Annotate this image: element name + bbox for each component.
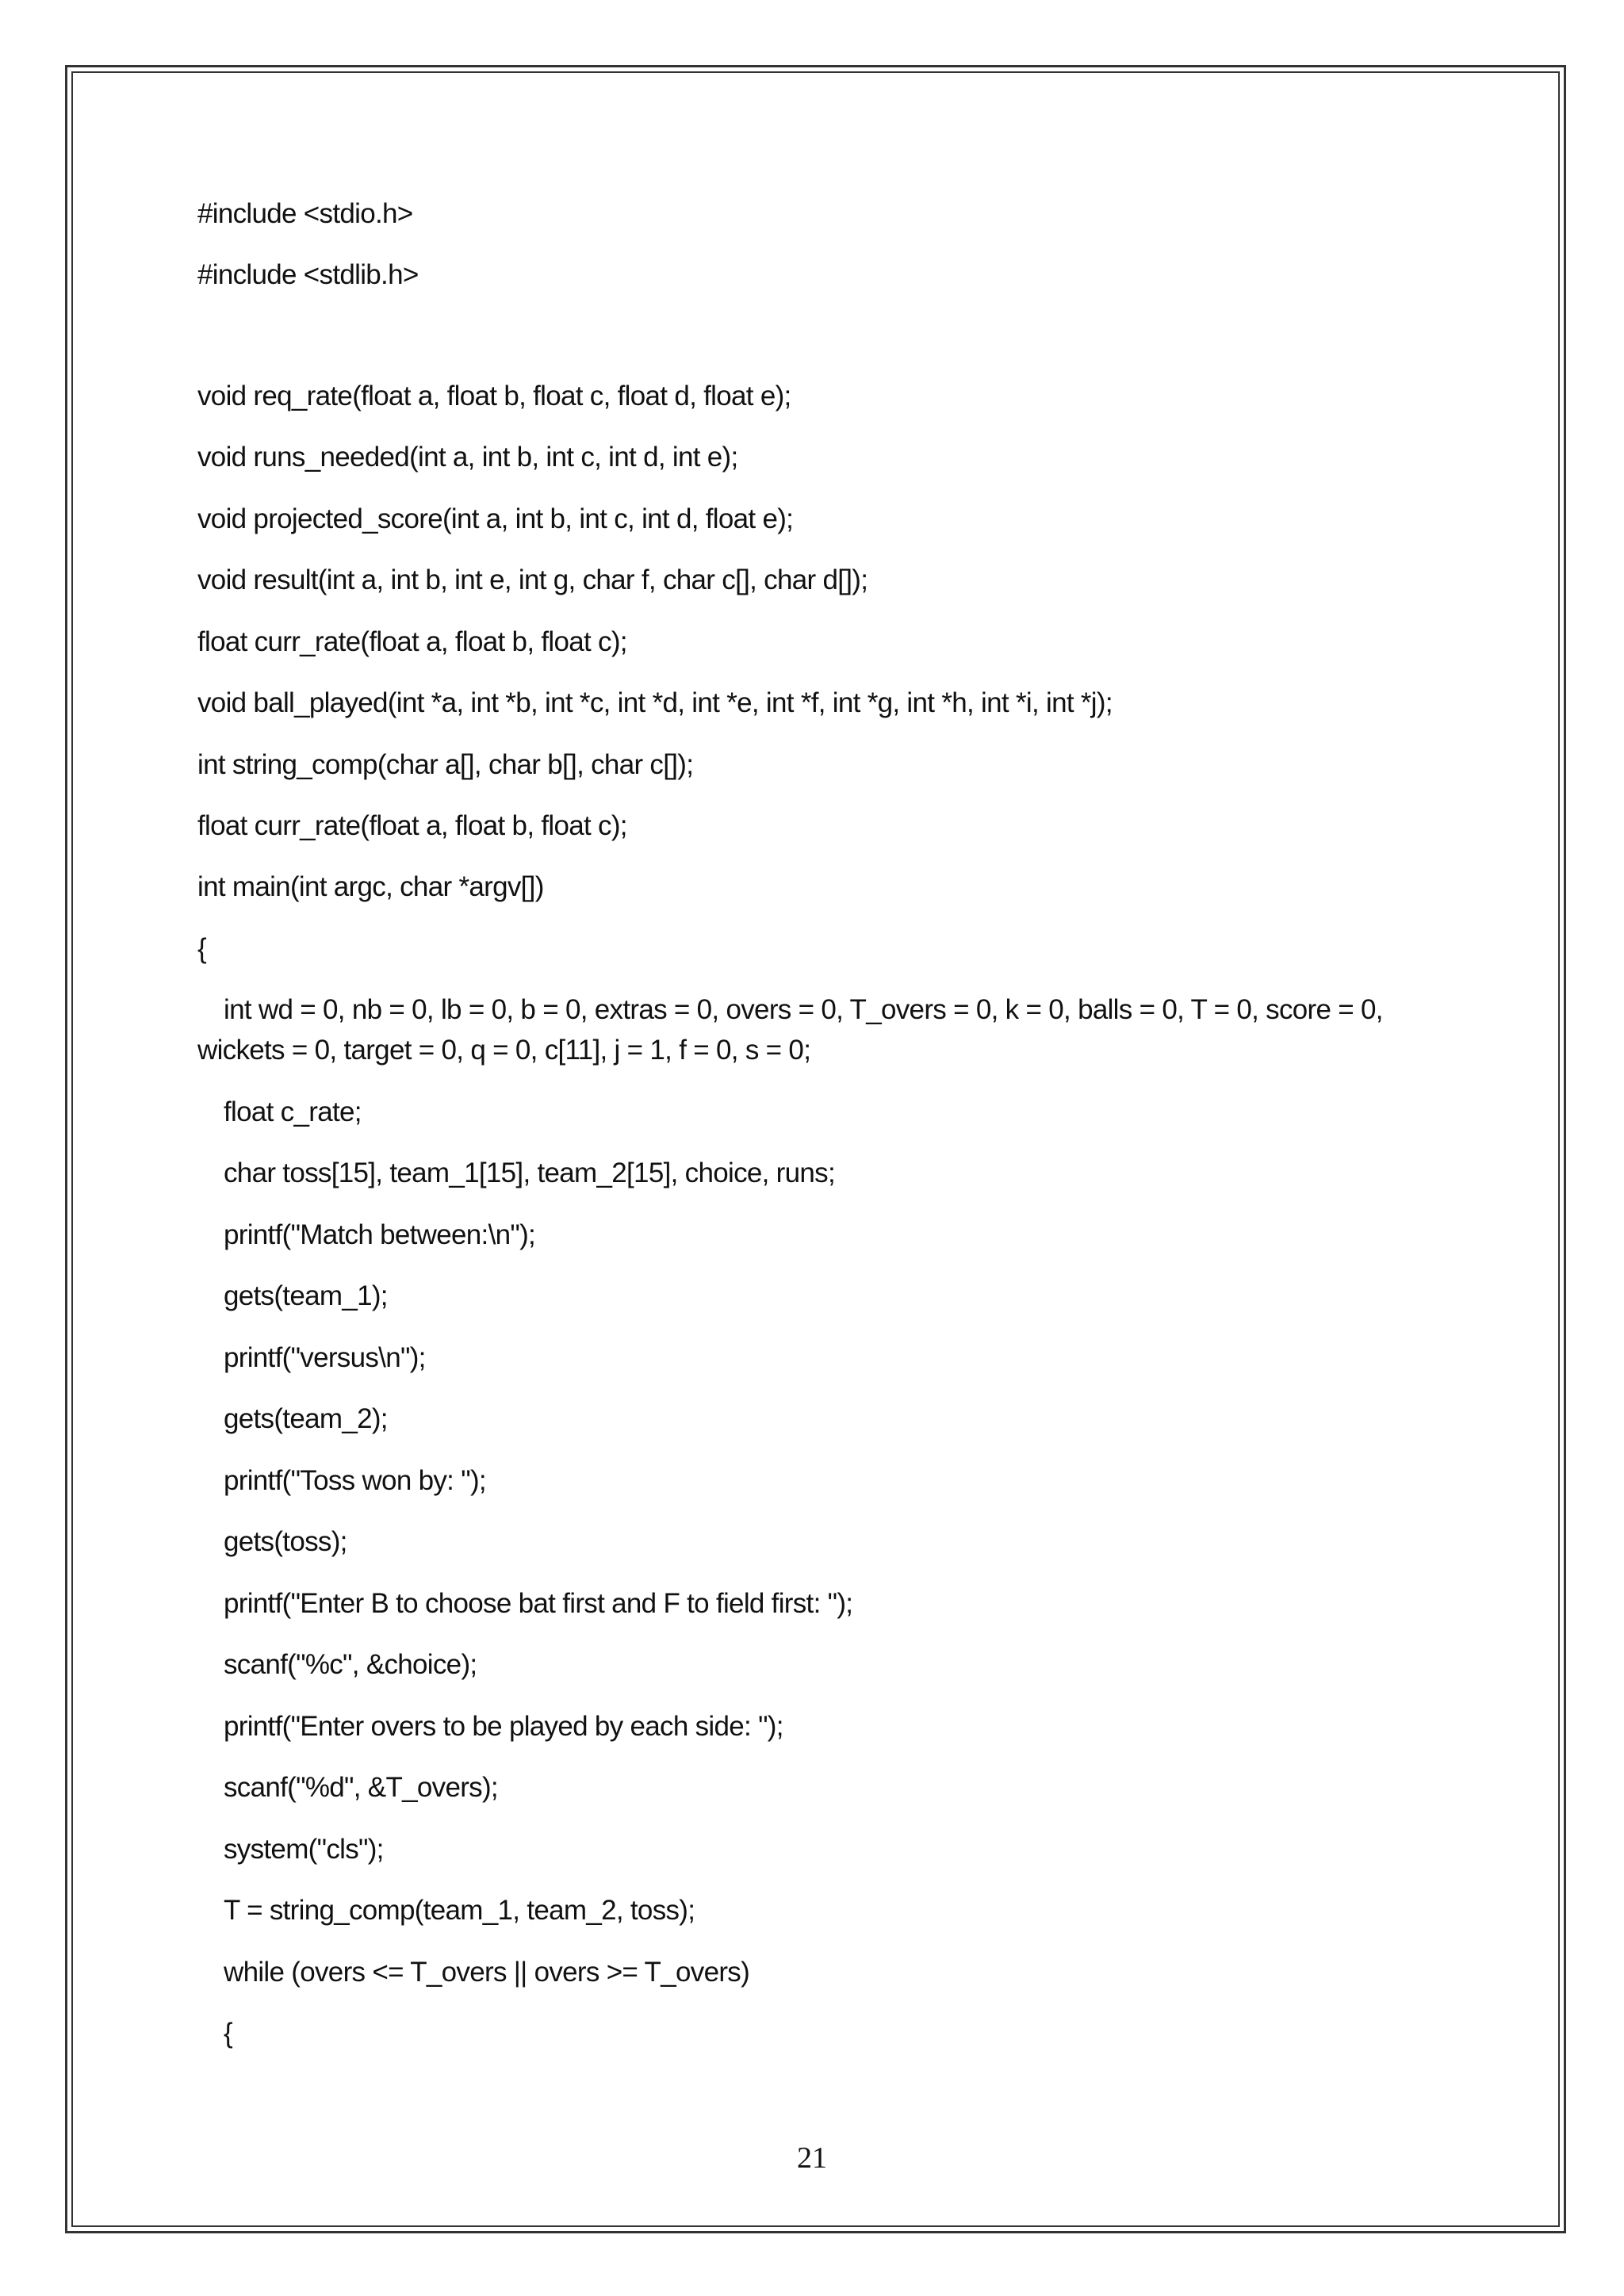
code-line: gets(toss); [224,1526,347,1557]
code-line: int wd = 0, nb = 0, lb = 0, b = 0, extras = 0, overs = 0, T_overs = 0, k = 0, balls = 0, T = 0, score = 0, [224,994,1383,1025]
code-line: float c_rate; [224,1096,362,1127]
code-line: { [224,2018,232,2049]
code-line: void req_rate(float a, float b, float c, float d, float e); [197,381,791,411]
code-line: void result(int a, int b, int e, int g, char f, char c[], char d[]); [197,564,868,595]
code-line: while (overs <= T_overs || overs >= T_overs) [224,1957,750,1988]
code-line: scanf("%d", &T_overs); [224,1772,498,1803]
code-line: printf("Match between:\n"); [224,1219,536,1250]
page-number: 21 [797,2141,827,2175]
code-line: printf("versus\n"); [224,1342,426,1373]
code-line: T = string_comp(team_1, team_2, toss); [224,1895,695,1926]
code-line: system("cls"); [224,1834,384,1865]
code-line: #include <stdlib.h> [197,259,419,290]
code-line: int main(int argc, char *argv[]) [197,871,544,902]
code-line: float curr_rate(float a, float b, float c); [197,626,627,657]
code-line: wickets = 0, target = 0, q = 0, c[11], j = 1, f = 0, s = 0; [197,1035,811,1066]
code-line: void ball_played(int *a, int *b, int *c, int *d, int *e, int *f, int *g, int *h, int *i, int *j); [197,687,1113,718]
code-line: printf("Enter B to choose bat first and F to field first: "); [224,1588,853,1619]
code-line: printf("Enter overs to be played by each side: "); [224,1711,783,1742]
code-line: float curr_rate(float a, float b, float c); [197,810,627,841]
code-line: gets(team_1); [224,1280,388,1311]
code-line: gets(team_2); [224,1403,388,1434]
code-line: void runs_needed(int a, int b, int c, int d, int e); [197,442,738,473]
code-line: scanf("%c", &choice); [224,1649,477,1680]
code-line: #include <stdio.h> [197,198,413,229]
code-line: char toss[15], team_1[15], team_2[15], choice, runs; [224,1158,835,1188]
code-line: void projected_score(int a, int b, int c, int d, float e); [197,503,794,534]
code-line: { [197,933,206,964]
code-line: printf("Toss won by: "); [224,1465,486,1496]
code-line: int string_comp(char a[], char b[], char c[]); [197,749,694,780]
